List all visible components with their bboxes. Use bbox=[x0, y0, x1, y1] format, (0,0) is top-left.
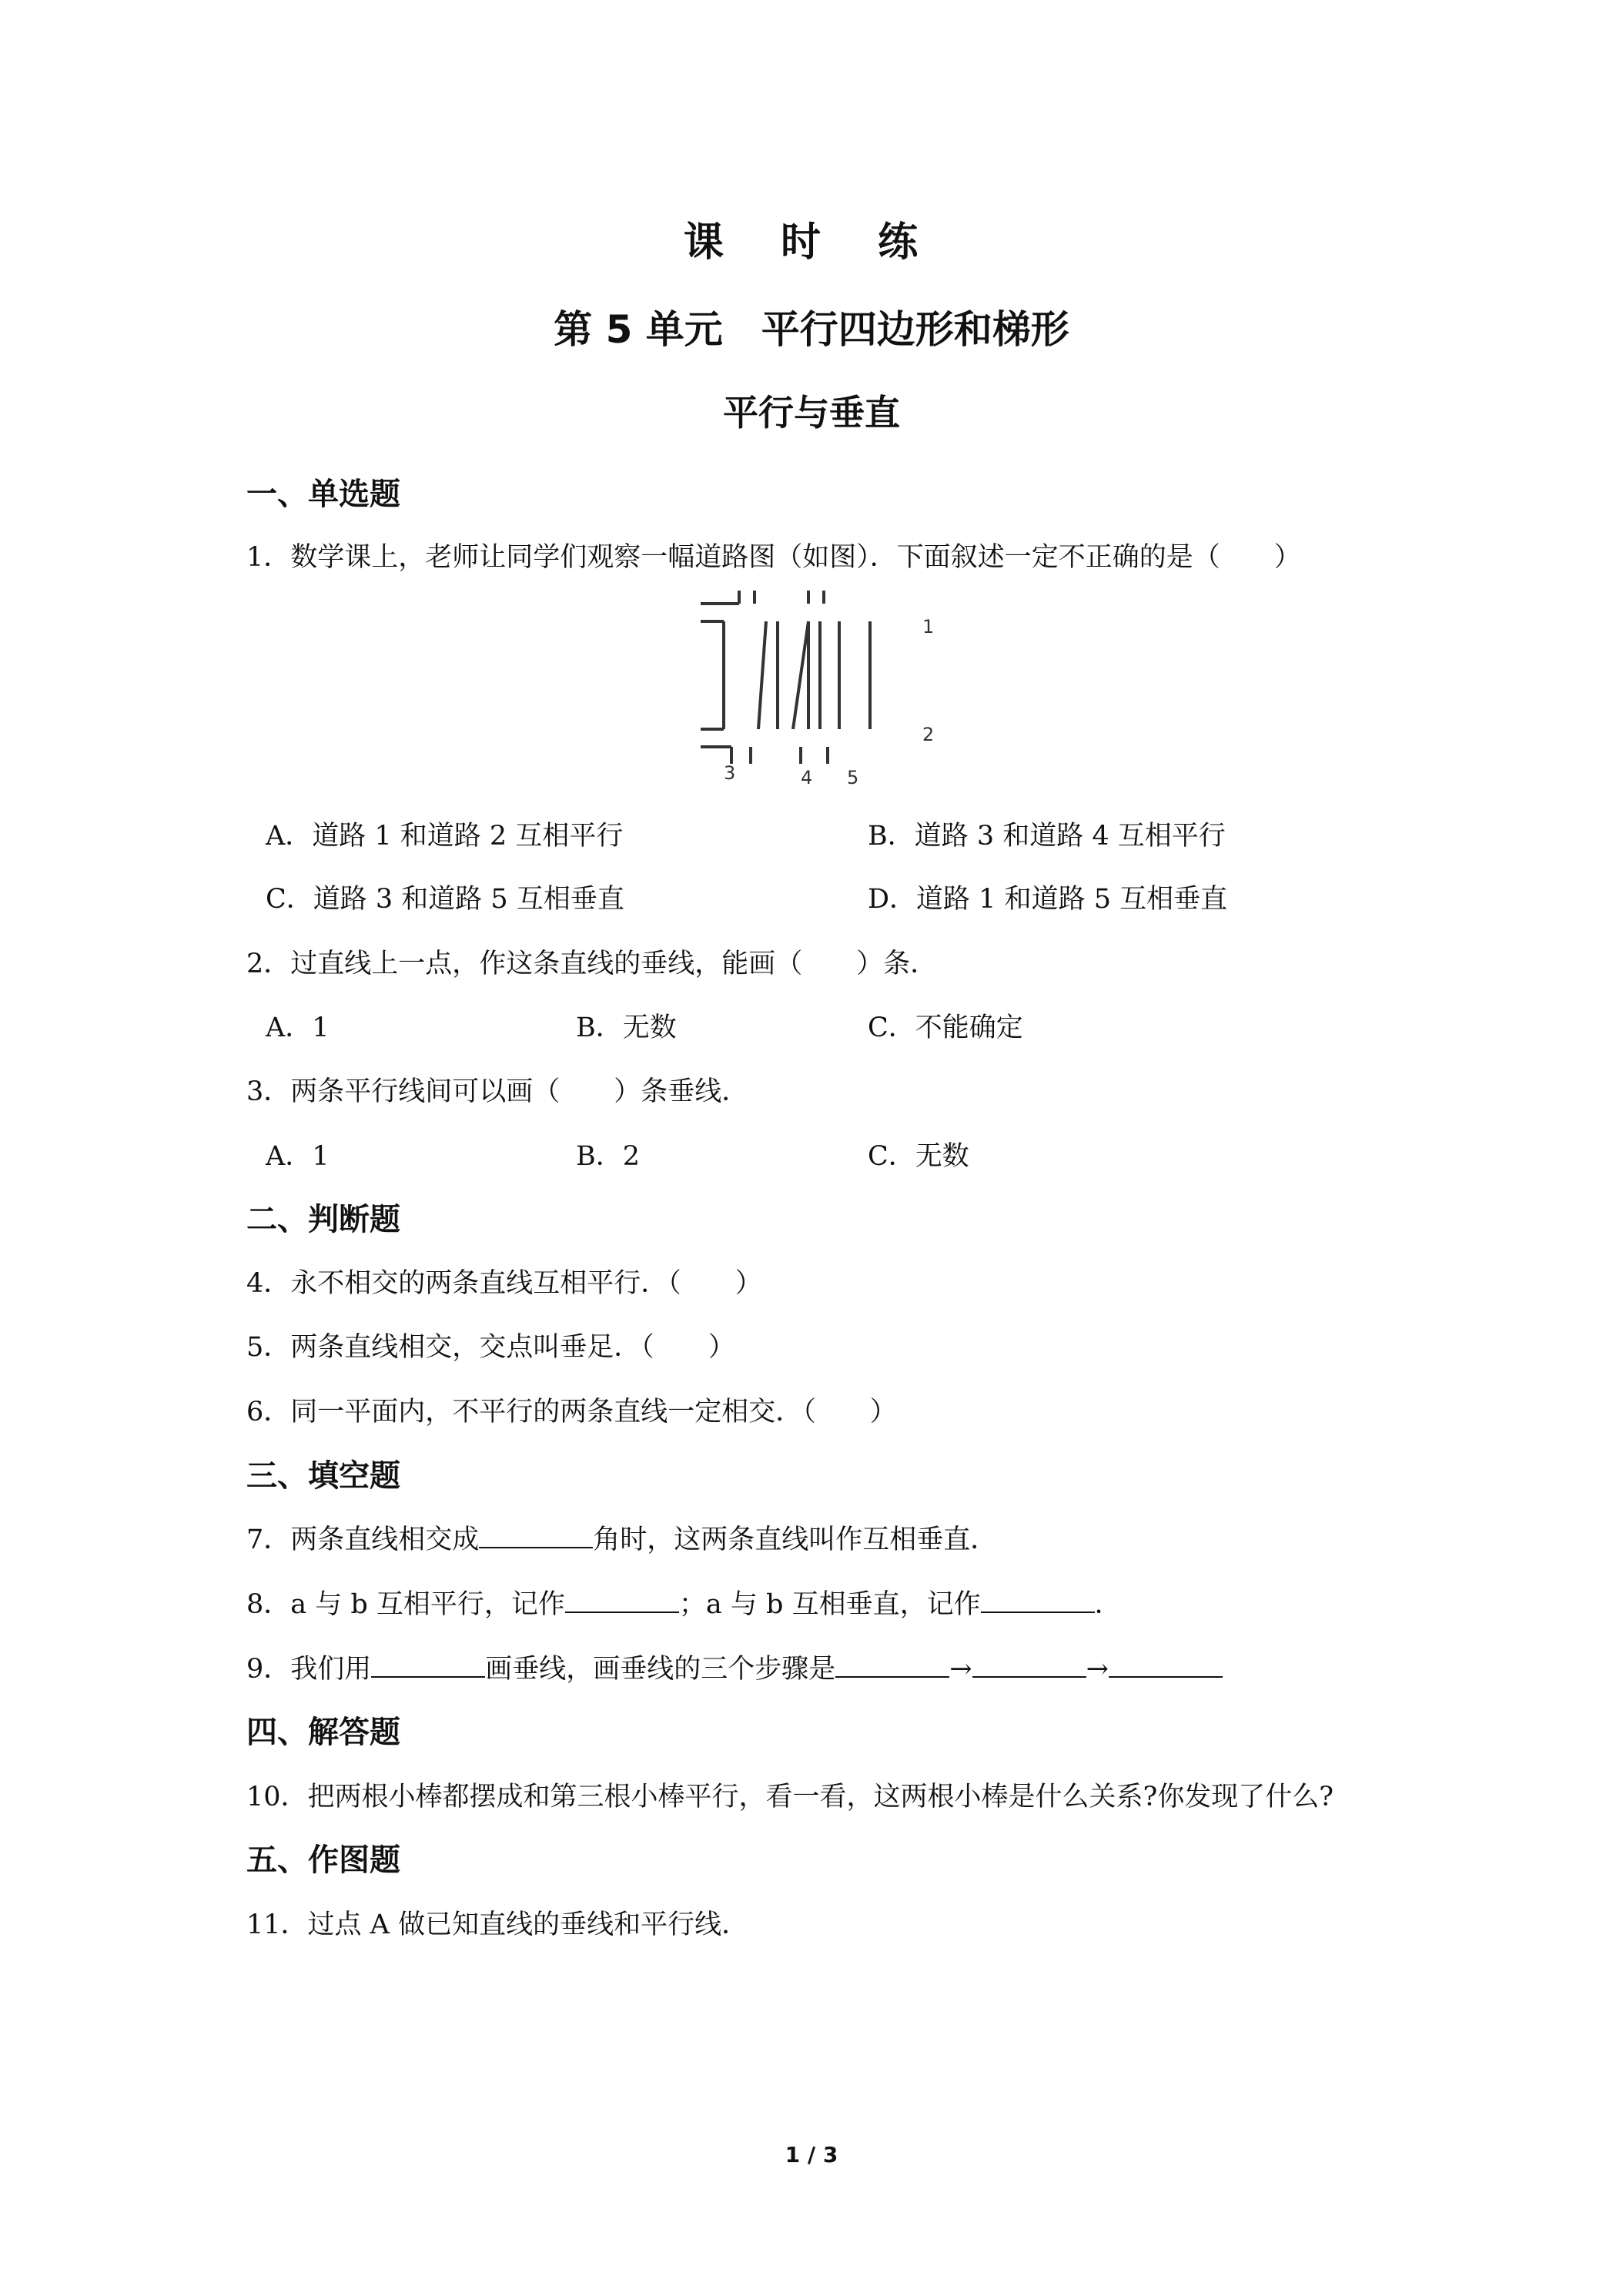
q9-text-pre: 9．我们用 bbox=[246, 1654, 372, 1685]
q3-option-c[interactable]: C．无数 bbox=[868, 1141, 969, 1172]
q7-blank[interactable] bbox=[479, 1524, 593, 1548]
question-4: 4．永不相交的两条直线互相平行．（ ） bbox=[246, 1268, 762, 1299]
question-11: 11．过点 A 做已知直线的垂线和平行线． bbox=[246, 1909, 749, 1940]
question-9 bbox=[246, 1648, 1223, 1686]
section-heading-drawing: 五、作图题 bbox=[246, 1842, 400, 1878]
q1-option-a[interactable]: A．道路 1 和道路 2 互相平行 bbox=[266, 821, 624, 852]
section-heading-true-false: 二、判断题 bbox=[246, 1202, 400, 1237]
q9-blank-step-1[interactable] bbox=[835, 1653, 949, 1678]
q8-blank-1[interactable] bbox=[565, 1588, 679, 1613]
q9-text-mid: 画垂线，画垂线的三个步骤是 bbox=[485, 1654, 836, 1685]
road-diagram bbox=[685, 587, 947, 787]
road-label-1: 1 bbox=[922, 616, 935, 638]
question-10: 10．把两根小棒都摆成和第三根小棒平行，看一看，这两根小棒是什么关系?你发现了什么? bbox=[246, 1782, 1334, 1812]
road-label-3: 3 bbox=[724, 762, 736, 784]
q1-option-c[interactable]: C．道路 3 和道路 5 互相垂直 bbox=[266, 884, 624, 915]
q8-text-post: ． bbox=[1094, 1589, 1122, 1620]
page-number: 1 / 3 bbox=[785, 2142, 838, 2167]
road-label-5: 5 bbox=[847, 767, 859, 787]
road-label-2: 2 bbox=[922, 724, 935, 745]
q7-text-pre: 7．两条直线相交成 bbox=[246, 1525, 480, 1555]
section-heading-answer: 四、解答题 bbox=[246, 1715, 400, 1750]
q8-text-pre: 8．a 与 b 互相平行，记作 bbox=[246, 1589, 565, 1620]
road-label-4: 4 bbox=[801, 767, 813, 787]
q8-blank-2[interactable] bbox=[981, 1588, 1095, 1613]
q9-blank-step-2[interactable] bbox=[972, 1653, 1086, 1678]
q9-blank-tool[interactable] bbox=[371, 1653, 485, 1678]
question-1: 1．数学课上，老师让同学们观察一幅道路图（如图）．下面叙述一定不正确的是（ ） bbox=[246, 542, 1301, 573]
q1-option-b[interactable]: B．道路 3 和道路 4 互相平行 bbox=[868, 821, 1226, 852]
question-7 bbox=[246, 1518, 997, 1557]
question-3: 3．两条平行线间可以画（ ）条垂线． bbox=[246, 1076, 749, 1107]
page-title: 课 时 练 bbox=[683, 219, 940, 266]
question-8 bbox=[246, 1583, 1122, 1622]
q1-option-d[interactable]: D．道路 1 和道路 5 互相垂直 bbox=[868, 884, 1228, 915]
section-heading-single-choice: 一、单选题 bbox=[246, 477, 400, 512]
q3-option-b[interactable]: B．2 bbox=[576, 1141, 640, 1172]
q9-blank-step-3[interactable] bbox=[1109, 1653, 1223, 1678]
q8-text-mid: ；a 与 b 互相垂直，记作 bbox=[678, 1589, 981, 1620]
unit-title: 第 5 单元 平行四边形和梯形 bbox=[554, 307, 1069, 352]
road-4-edge-a bbox=[758, 621, 766, 729]
section-heading-fill-blank: 三、填空题 bbox=[246, 1458, 400, 1494]
q3-option-a[interactable]: A．1 bbox=[266, 1141, 330, 1172]
q9-arrow-2: → bbox=[1086, 1654, 1109, 1685]
lesson-title: 平行与垂直 bbox=[723, 392, 900, 433]
question-2: 2．过直线上一点，作这条直线的垂线，能画（ ）条． bbox=[246, 949, 938, 979]
q2-option-a[interactable]: A．1 bbox=[266, 1012, 330, 1043]
question-6: 6．同一平面内，不平行的两条直线一定相交．（ ） bbox=[246, 1397, 897, 1427]
q2-option-c[interactable]: C．不能确定 bbox=[868, 1012, 1023, 1043]
q9-arrow-1: → bbox=[949, 1654, 972, 1685]
q7-text-post: 角时，这两条直线叫作互相垂直． bbox=[593, 1525, 998, 1555]
road-5-edge-a bbox=[793, 621, 808, 729]
q2-option-b[interactable]: B．无数 bbox=[576, 1012, 677, 1043]
question-5: 5．两条直线相交，交点叫垂足．（ ） bbox=[246, 1332, 735, 1363]
